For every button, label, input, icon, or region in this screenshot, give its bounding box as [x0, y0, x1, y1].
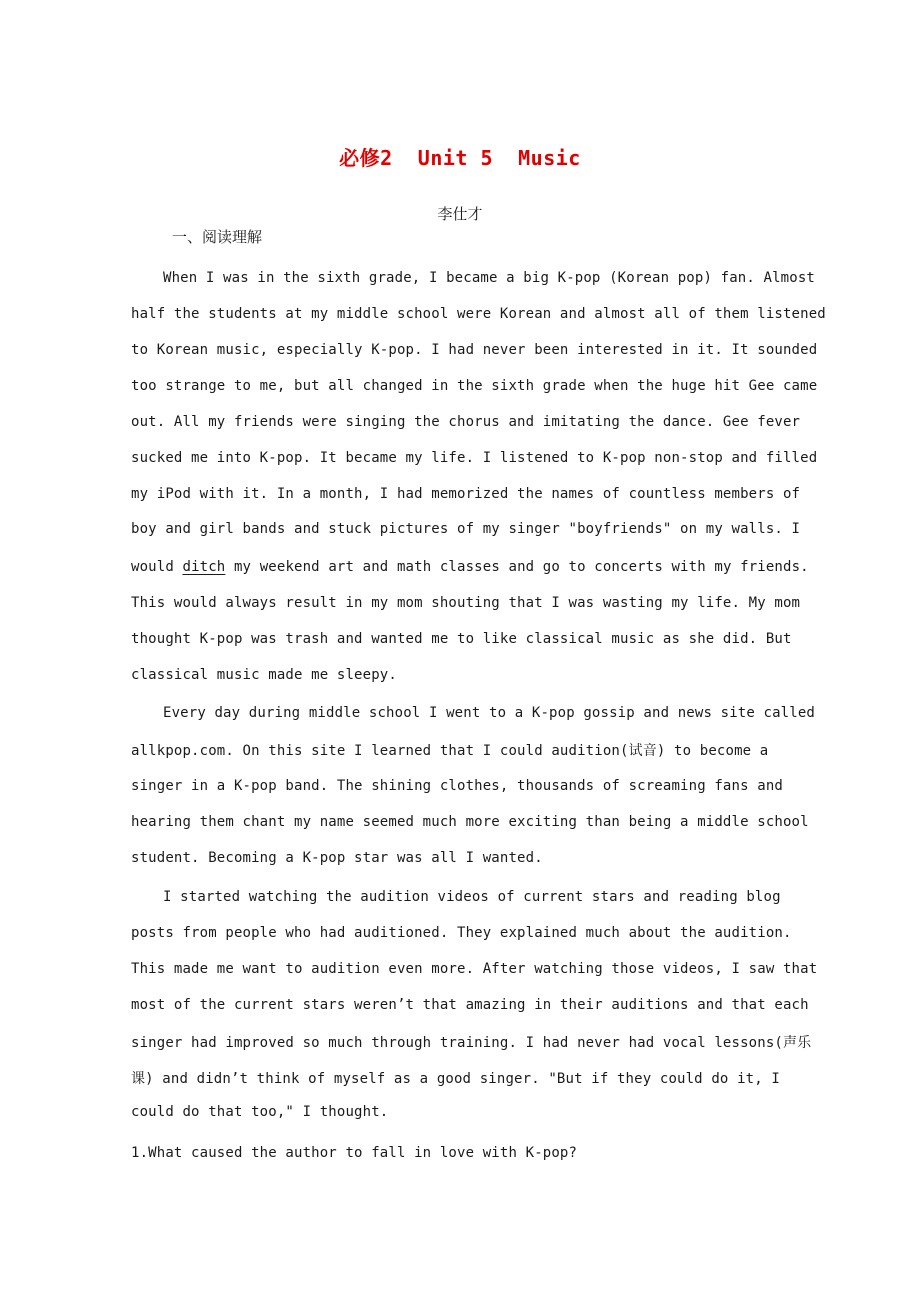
section-heading: 一、阅读理解	[172, 228, 263, 246]
passage-line: hearing them chant my name seemed much more exciting than being a middle school	[131, 814, 809, 830]
question-1: 1.What caused the author to fall in love with K-pop?	[131, 1145, 578, 1161]
passage-line: singer had improved so much through training. I had never had vocal lessons(声乐	[131, 1035, 812, 1051]
text-fragment: my weekend art and math classes and go to concerts with my friends.	[225, 559, 809, 575]
passage-line: most of the current stars weren’t that amazing in their auditions and that each	[131, 997, 809, 1013]
passage-line: posts from people who had auditioned. They explained much about the audition.	[131, 925, 792, 941]
passage-line: This would always result in my mom shouting that I was wasting my life. My mom	[131, 595, 801, 611]
passage-line: could do that too," I thought.	[131, 1104, 389, 1120]
passage-line: my iPod with it. In a month, I had memorized the names of countless members of	[131, 486, 801, 502]
passage-line: When I was in the sixth grade, I became a big K-pop (Korean pop) fan. Almost	[163, 270, 815, 286]
underlined-word: ditch	[182, 559, 226, 575]
passage-line: I started watching the audition videos of current stars and reading blog	[163, 889, 781, 905]
passage-line: This made me want to audition even more. After watching those videos, I saw that	[131, 961, 818, 977]
passage-line: allkpop.com. On this site I learned that I could audition(试音) to become a	[131, 743, 769, 759]
passage-line: Every day during middle school I went to a K-pop gossip and news site called	[163, 705, 815, 721]
passage-line: singer in a K-pop band. The shining clothes, thousands of screaming fans and	[131, 778, 783, 794]
passage-line: thought K-pop was trash and wanted me to like classical music as she did. But	[131, 631, 792, 647]
passage-line: out. All my friends were singing the chorus and imitating the dance. Gee fever	[131, 414, 801, 430]
page-title: 必修2 Unit 5 Music	[339, 146, 581, 170]
passage-line: 课) and didn’t think of myself as a good singer. "But if they could do it, I	[131, 1071, 780, 1087]
passage-line: boy and girl bands and stuck pictures of my singer "boyfriends" on my walls. I	[131, 521, 801, 537]
text-fragment: would	[131, 559, 183, 575]
passage-line: too strange to me, but all changed in the sixth grade when the huge hit Gee came	[131, 378, 818, 394]
author-name: 李仕才	[437, 205, 483, 223]
passage-line: half the students at my middle school were Korean and almost all of them listened	[131, 306, 826, 322]
passage-line: sucked me into K-pop. It became my life. I listened to K-pop non-stop and filled	[131, 450, 818, 466]
passage-line	[131, 559, 809, 575]
passage-line: classical music made me sleepy.	[131, 667, 397, 683]
passage-line: to Korean music, especially K-pop. I had never been interested in it. It sounded	[131, 342, 818, 358]
passage-line: student. Becoming a K-pop star was all I wanted.	[131, 850, 543, 866]
